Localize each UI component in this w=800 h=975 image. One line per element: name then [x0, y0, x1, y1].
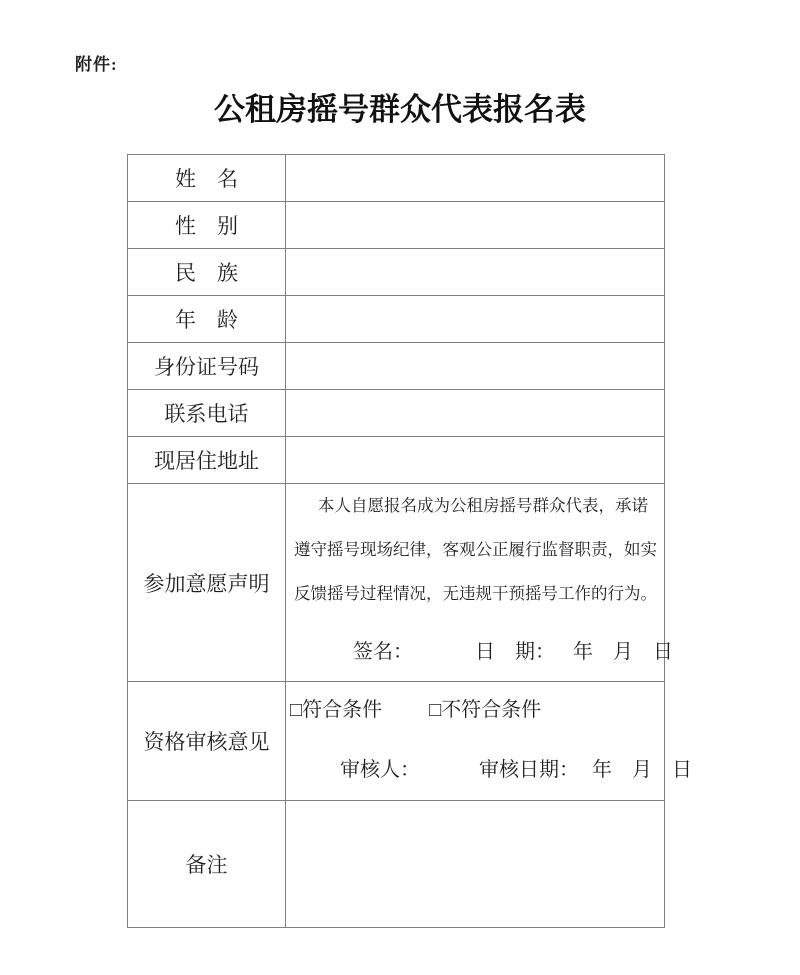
checkbox-icon: □ [290, 699, 303, 721]
declaration-line-1: 本人自愿报名成为公租房摇号群众代表，承诺 [318, 496, 648, 515]
field-label-id-number: 身份证号码 [128, 343, 286, 390]
field-value-age [286, 296, 665, 343]
field-label-name: 姓 名 [128, 155, 286, 202]
field-label-age: 年 龄 [128, 296, 286, 343]
field-value-gender [286, 202, 665, 249]
attachment-label: 附件: [75, 55, 118, 74]
option-not-qualified [429, 688, 541, 732]
table-row-phone [128, 390, 665, 437]
table-row-remarks [128, 801, 665, 928]
table-row-id-number [128, 343, 665, 390]
checkbox-icon: □ [429, 699, 442, 721]
remarks-value-cell [286, 801, 665, 928]
date-label: 日 期： [475, 641, 555, 663]
table-row-review [128, 682, 665, 801]
field-label-address: 现居住地址 [128, 437, 286, 484]
option-qualified-label: 符合条件 [302, 699, 383, 721]
option-not-qualified-label: 不符合条件 [441, 699, 542, 721]
declaration-line-2: 遵守摇号现场纪律，客观公正履行监督职责，如实 [294, 540, 657, 559]
review-options-line [290, 688, 664, 732]
reviewer-label: 审核人： [340, 759, 420, 781]
field-label-review: 资格审核意见 [128, 682, 286, 801]
table-row-gender [128, 202, 665, 249]
declaration-line-3: 反馈摇号过程情况，无违规干预摇号工作的行为。 [294, 584, 657, 603]
field-label-ethnicity: 民 族 [128, 249, 286, 296]
date-blanks: 年 月 日 [573, 641, 673, 663]
signature-line [294, 630, 673, 674]
field-value-name [286, 155, 665, 202]
table-row-declaration [128, 484, 665, 682]
field-value-phone [286, 390, 665, 437]
declaration-cell [286, 484, 673, 682]
table-row-age [128, 296, 665, 343]
field-value-address [286, 437, 665, 484]
option-qualified [290, 688, 382, 732]
page-title: 公租房摇号群众代表报名表 [214, 92, 586, 127]
field-label-remarks: 备注 [128, 801, 286, 928]
table-row-address [128, 437, 665, 484]
field-value-id-number [286, 343, 665, 390]
reviewer-line [290, 748, 692, 792]
field-label-gender: 性 别 [128, 202, 286, 249]
field-label-phone: 联系电话 [128, 390, 286, 437]
registration-form-table [127, 154, 692, 928]
table-row-name [128, 155, 665, 202]
review-date-blanks: 年 月 日 [592, 759, 692, 781]
field-label-declaration: 参加意愿声明 [128, 484, 286, 682]
signature-label: 签名： [353, 641, 413, 663]
table-row-ethnicity [128, 249, 665, 296]
review-date-label: 审核日期： [479, 759, 579, 781]
field-value-ethnicity [286, 249, 665, 296]
review-cell [286, 682, 692, 801]
